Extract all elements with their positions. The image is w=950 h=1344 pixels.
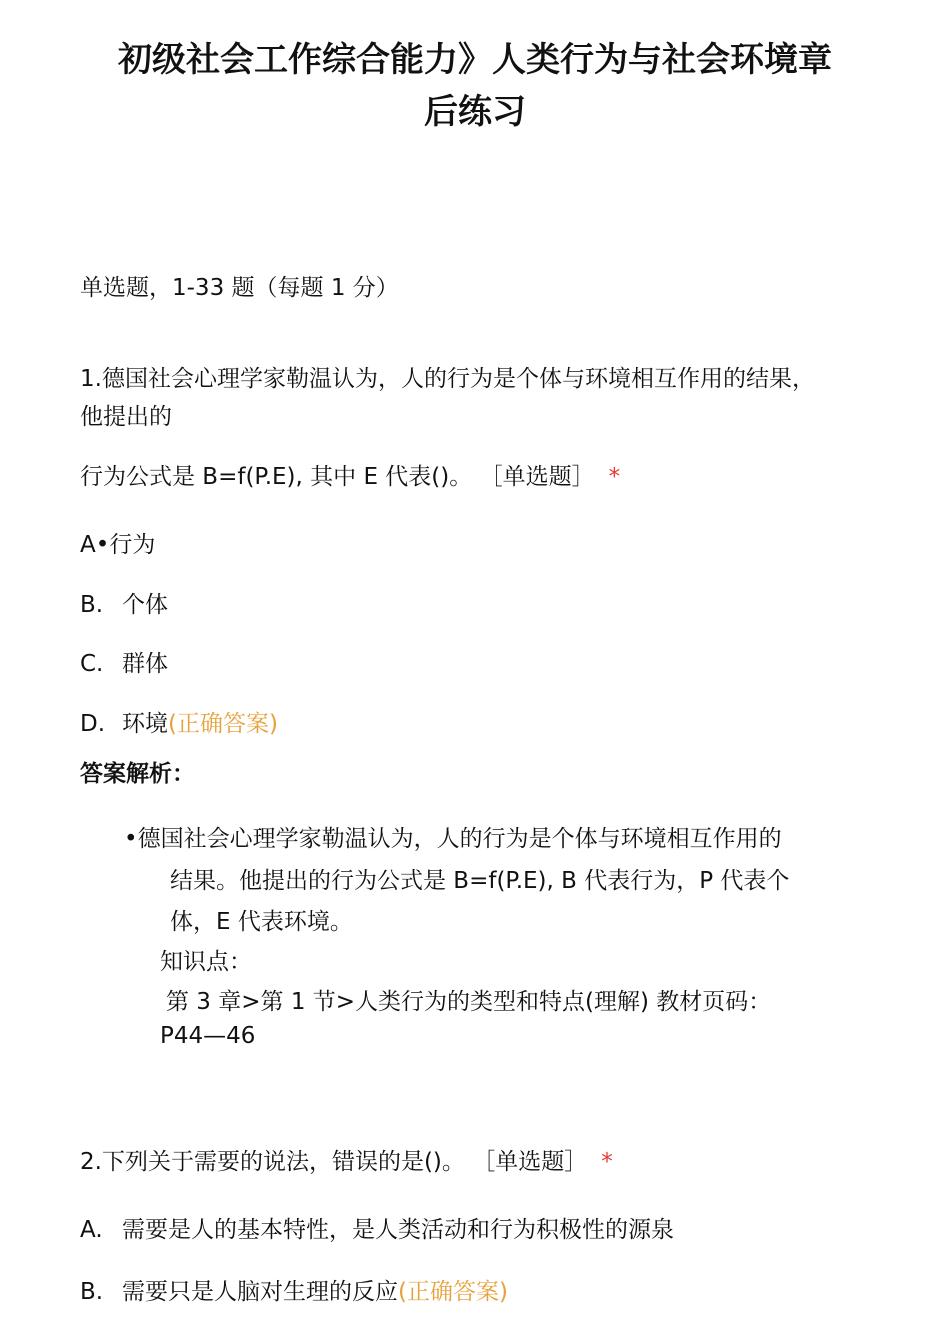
q1-text-line-1: 1.德国社会心理学家勒温认为，人的行为是个体与环境相互作用的结果，: [80, 366, 815, 392]
q1-text-line-3: [80, 462, 620, 492]
title-line-1: 初级社会工作综合能力》人类行为与社会环境章: [118, 40, 832, 80]
option-letter: A.: [80, 1217, 103, 1243]
document-title: [40, 34, 910, 138]
required-star: *: [601, 1149, 613, 1175]
option-letter: B.: [80, 592, 104, 618]
analysis-line-1: •德国社会心理学家勒温认为，人的行为是个体与环境相互作用的: [124, 826, 782, 852]
knowledge-line-1: 第 3 章>第 1 节>人类行为的类型和特点(理解) 教材页码：: [166, 989, 772, 1015]
option-letter: B.: [80, 1279, 104, 1305]
q1-text-line-2: 他提出的: [80, 404, 172, 430]
option-text: 需要只是人脑对生理的反应: [122, 1279, 398, 1305]
option-letter: D.: [80, 711, 106, 737]
q1-option-b[interactable]: [80, 590, 168, 620]
q2-question-text: 2.下列关于需要的说法，错误的是()。 ［单选题］: [80, 1149, 588, 1175]
required-star: *: [608, 464, 621, 490]
q2-option-b[interactable]: [80, 1277, 508, 1307]
option-text: 环境: [122, 711, 168, 737]
correct-answer-mark: (正确答案): [398, 1279, 508, 1305]
option-letter: C.: [80, 651, 104, 677]
option-text: 需要是人的基本特性，是人类活动和行为积极性的源泉: [122, 1217, 674, 1243]
analysis-line-3: 体，E 代表环境。: [170, 909, 353, 935]
knowledge-label: 知识点：: [160, 949, 252, 975]
option-text: 群体: [122, 651, 168, 677]
option-text: 行为: [109, 532, 156, 558]
option-text: 个体: [122, 592, 168, 618]
analysis-line-2: 结果。他提出的行为公式是 B=f(P.E), B 代表行为，P 代表个: [170, 868, 790, 894]
title-line-2: 后练习: [424, 92, 526, 132]
q1-option-a[interactable]: [80, 530, 155, 560]
q1-option-d[interactable]: [80, 709, 278, 739]
q1-formula-text: 行为公式是 B=f(P.E), 其中 E 代表()。 ［单选题］: [80, 464, 595, 490]
correct-answer-mark: (正确答案): [168, 711, 278, 737]
q1-option-c[interactable]: [80, 649, 168, 679]
answer-analysis-heading: 答案解析：: [80, 761, 195, 787]
section-heading: 单选题，1-33 题（每题 1 分）: [80, 275, 399, 301]
knowledge-line-2: P44—46: [160, 1023, 256, 1049]
q2-text: [80, 1147, 613, 1177]
q2-option-a[interactable]: [80, 1215, 674, 1245]
option-letter: A•: [80, 532, 110, 558]
